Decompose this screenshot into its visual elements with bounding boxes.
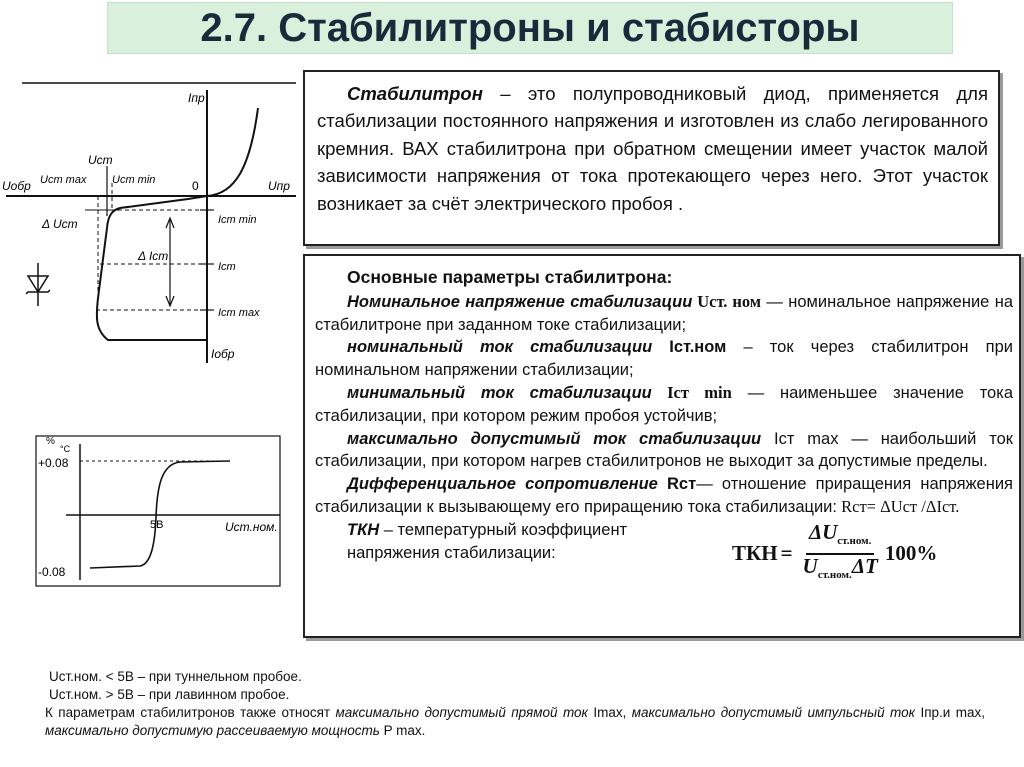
label-i-st-max: Iст max	[218, 307, 260, 319]
tkn-description: ТКН – температурный коэффициент напряжения стабилизации:	[347, 520, 628, 562]
formula-suffix: 100%	[884, 541, 938, 566]
param-item: Номинальное напряжение стабилизации Uст. ном — номинальное напряжение на стабилитроне при заданном токе стабилизации;	[315, 291, 1013, 334]
label-zero: 0	[192, 179, 199, 193]
y-top-label: +0.08	[38, 456, 69, 470]
formula-eq: =	[780, 541, 793, 566]
note-avalanche: Uст.ном. > 5В – при лавинном пробое.	[49, 687, 290, 702]
forward-branch-curve	[207, 108, 258, 196]
note-tunnel: Uст.ном. < 5В – при туннельном пробое.	[49, 669, 302, 684]
intro-term: Стабилитрон	[347, 83, 483, 104]
x-mark-label: 5В	[150, 519, 164, 531]
label-u-st-max: Uст max	[40, 174, 87, 186]
note-other-params: К параметрам стабилитронов также относят максимально допустимый прямой ток Imax, максимально допустимый импульсный ток Iпр.и max, максимально допустимую рассеиваемую мощность P max.	[45, 705, 985, 738]
label-di-st: Δ Iст	[138, 249, 169, 263]
param-item: минимальный ток стабилизации Iст min — наименьшее значение тока стабилизации, при котором режим пробоя устойчив;	[315, 382, 1013, 425]
x-axis-label: Uст.ном.	[225, 520, 278, 534]
tkn-chart	[30, 430, 290, 590]
zener-diode-icon	[26, 263, 50, 306]
page-title: 2.7. Стабилитроны и стабисторы	[107, 2, 953, 54]
tkn-formula	[732, 521, 937, 587]
label-i-st-min: Iст min	[218, 214, 257, 226]
chart-frame	[36, 436, 280, 586]
intro-box	[303, 70, 1000, 246]
intro-text: – это полупроводниковый диод, применяется для стабилизации постоянного напряжения и изготовлен из слабо легированного кремния. ВАХ стабилитрона при обратном смещении имеет участок малой зависимости напряжения от тока протекающего через него. Этот участок возникает за счёт электрического пробоя .	[317, 83, 988, 214]
formula-lhs: ТКН	[732, 541, 778, 566]
formula-fraction: $\frac{\Delta U_{ст.ном.}}{U_{ст.ном.}\Delta T}$	[802, 519, 878, 581]
label-u-pr: Uпр	[268, 179, 290, 193]
tkn-row	[315, 519, 1013, 581]
label-u-st-min: Uст min	[112, 174, 156, 186]
label-du-st: Δ Uст	[42, 217, 78, 231]
vac-diagram	[0, 78, 300, 368]
label-i-pr: Iпр	[188, 91, 205, 105]
param-item: Дифференциальное сопротивление Rст— отношение приращения напряжения стабилизации к вызывающему его приращению тока стабилизации: Rст= ΔUст /ΔIст.	[315, 475, 1013, 516]
notes	[45, 668, 985, 740]
param-item: максимально допустимый ток стабилизации Iст max — наибольший ток стабилизации, при котором нагрев стабилитронов не выходит за допустимые пределы.	[315, 429, 1013, 471]
label-i-st: Iст	[218, 261, 236, 273]
y-bottom-label: -0.08	[38, 565, 66, 579]
reverse-branch-curve	[97, 196, 207, 340]
param-item: номинальный ток стабилизации Iст.ном – ток через стабилитрон при номинальном напряжении стабилизации;	[315, 338, 1014, 380]
y-unit-label: %	[46, 436, 55, 447]
label-u-obr: Uобр	[2, 179, 31, 193]
label-i-obr: Iобр	[211, 347, 235, 361]
params-box	[303, 254, 1021, 638]
params-heading: Основные параметры стабилитрона:	[347, 267, 673, 287]
y-unit-label-2: °C	[60, 444, 71, 454]
label-u-st: Uст	[88, 153, 113, 167]
